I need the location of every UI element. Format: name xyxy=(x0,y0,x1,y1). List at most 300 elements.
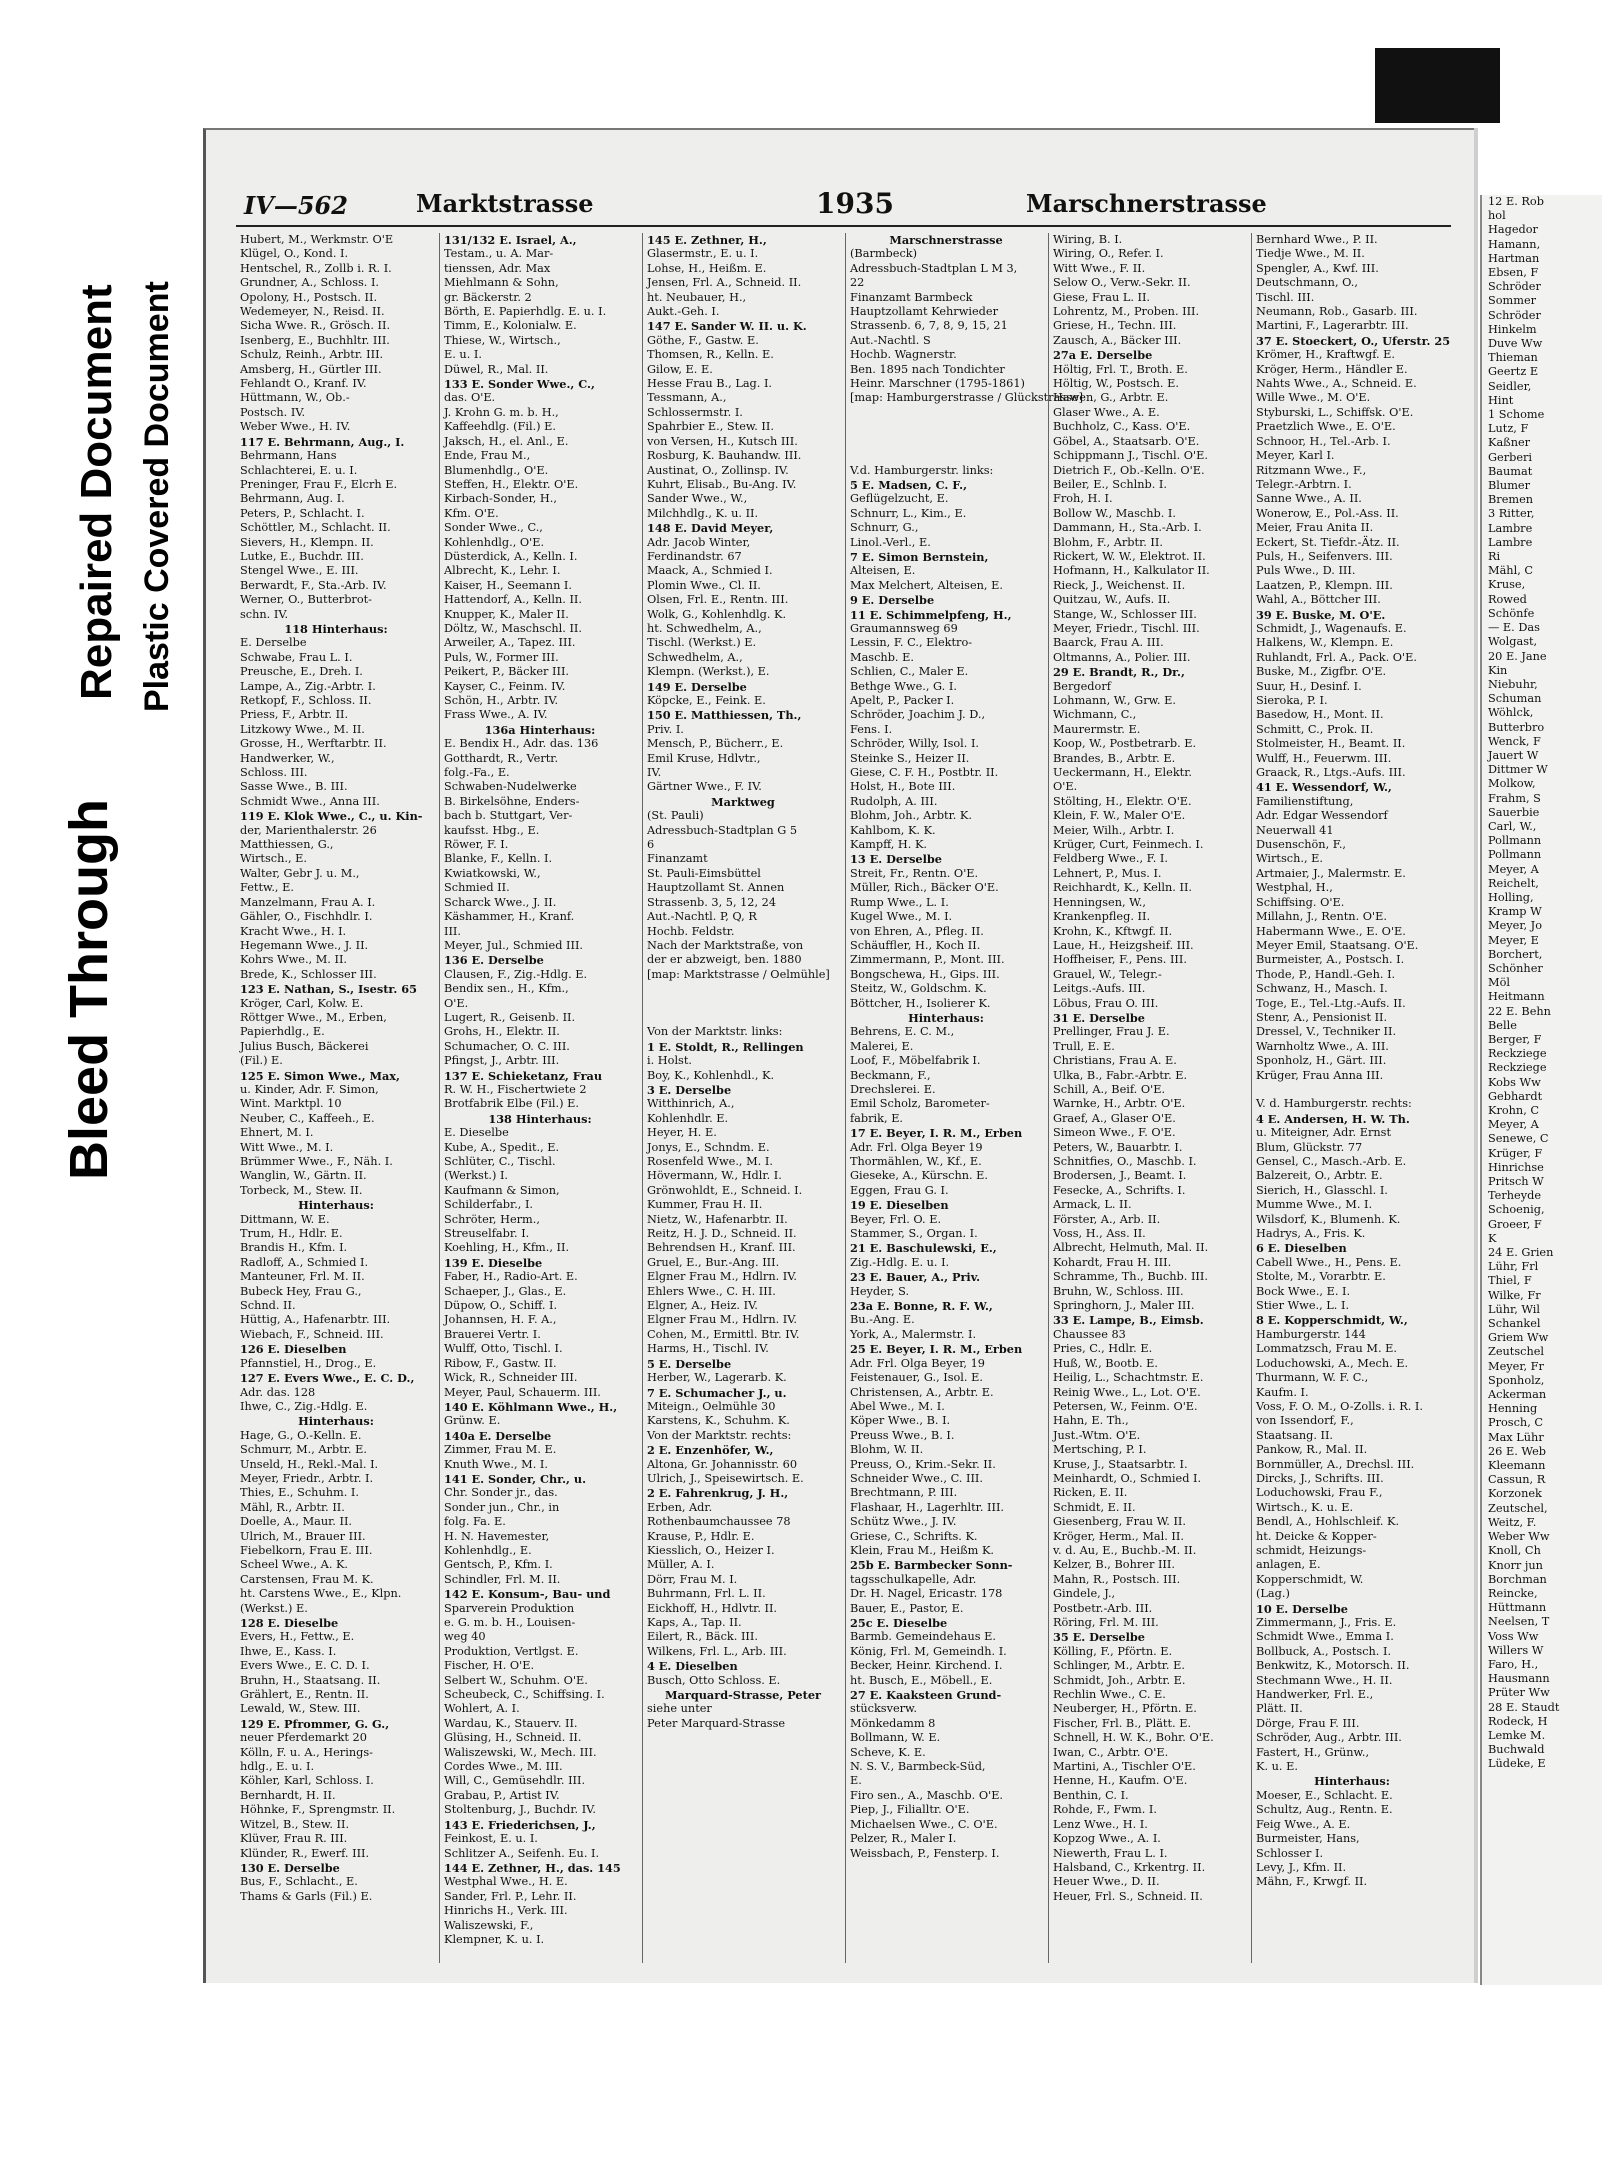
directory-entry: Milchhdlg., K. u. II. xyxy=(647,506,759,520)
directory-entry xyxy=(1252,1083,1448,1097)
adjacent-page-entry: Frahm, S xyxy=(1488,791,1541,805)
directory-entry xyxy=(643,982,839,996)
directory-entry: Giese, C. F. H., Postbtr. II. xyxy=(850,766,999,780)
directory-entry: Bu.-Ang. E. xyxy=(850,1313,915,1327)
directory-entry: Albrecht, K., Lehr. I. xyxy=(444,564,561,578)
directory-entry: Lutke, E., Buchdr. III. xyxy=(240,549,364,563)
directory-entry: Evers Wwe., E. C. D. I. xyxy=(240,1659,370,1673)
directory-entry: Dammann, H., Sta.-Arb. I. xyxy=(1053,521,1202,535)
directory-entry: Sasse Wwe., B. III. xyxy=(240,780,348,794)
adjacent-page-entry: Senewe, C xyxy=(1488,1132,1549,1146)
directory-entry: Feldberg Wwe., F. I. xyxy=(1053,852,1168,866)
adjacent-page-entry: Hausmann xyxy=(1488,1672,1550,1686)
directory-entry: Steitz, W., Goldschm. K. xyxy=(850,982,987,996)
directory-entry: König, Frl. M, Gemeindh. I. xyxy=(850,1644,1007,1658)
directory-entry: weg 40 xyxy=(444,1630,486,1644)
directory-entry: Malerei, E. xyxy=(850,1039,914,1053)
directory-entry: Höltig, Frl. T., Broth. E. xyxy=(1053,362,1188,376)
directory-entry: Meyer, Jul., Schmied III. xyxy=(444,938,584,952)
directory-entry: Röring, Frl. M. III. xyxy=(1053,1616,1159,1629)
adjacent-page-entry: Mähl, C xyxy=(1488,564,1534,578)
directory-entry: Bruhn, W., Schloss. III. xyxy=(1053,1284,1184,1298)
directory-entry: Kaufmann & Simon, xyxy=(444,1183,560,1197)
directory-entry: Trum, H., Hdlr. E. xyxy=(240,1227,343,1241)
directory-entry: Walter, Gebr J. u. M., xyxy=(240,866,360,880)
directory-entry: Puls, W., Former III. xyxy=(444,650,559,664)
directory-entry: Dörr, Frau M. I. xyxy=(647,1572,738,1586)
directory-entry: tagsschulkapelle, Adr. xyxy=(850,1572,977,1586)
adjacent-page-entry: Blumer xyxy=(1488,479,1530,493)
directory-entry: Halkens, W., Klempn. E. xyxy=(1256,636,1394,650)
adjacent-page-entry: Schröder xyxy=(1488,308,1541,322)
directory-entry: Faber, H., Radio-Art. E. xyxy=(444,1270,578,1284)
directory-entry: Styburski, L., Schiffsk. O'E. xyxy=(1256,405,1414,419)
directory-entry: Heinr. Marschner (1795-1861) xyxy=(850,377,1025,391)
directory-entry: Schmied II. xyxy=(444,881,510,895)
directory-entry: Kohlenhdlg., O'E. xyxy=(444,535,545,549)
directory-entry: Schilderfabr., I. xyxy=(444,1198,534,1212)
directory-entry: Millahn, J., Rentn. O'E. xyxy=(1256,910,1387,924)
directory-entry: 117 E. Behrmann, Aug., I. xyxy=(240,434,405,449)
directory-entry: Tessmann, A., xyxy=(647,391,727,405)
directory-entry: Adressbuch-Stadtplan G 5 xyxy=(647,823,798,837)
directory-entry: Froh, H. I. xyxy=(1053,492,1113,506)
directory-entry: Witthinrich, A., xyxy=(647,1097,735,1111)
directory-entry: Gärtner Wwe., F. IV. xyxy=(647,780,762,794)
directory-entry: Bollmann, W. E. xyxy=(850,1731,941,1745)
directory-entry: Schlüter, C., Tischl. xyxy=(444,1155,556,1168)
directory-entry: Hattendorf, A., Kelln. II. xyxy=(444,593,582,607)
directory-entry: Peters, P., Schlacht. I. xyxy=(240,506,365,520)
directory-entry: Schmidt, J., Wagenaufs. E. xyxy=(1256,621,1407,635)
directory-entry: Schröder, Joachim J. D., xyxy=(850,708,986,722)
directory-entry: 9 E. Derselbe xyxy=(850,593,935,608)
directory-entry: Nach der Marktstraße, von xyxy=(647,938,804,952)
directory-entry: Zimmermann, J., Fris. E. xyxy=(1256,1616,1397,1629)
directory-entry: Wanglin, W., Gärtn. II. xyxy=(240,1169,367,1183)
directory-entry: stücksverw. xyxy=(850,1702,917,1716)
directory-entry: Schnurr, G., xyxy=(850,521,919,535)
adjacent-page-entry: Wilke, Fr xyxy=(1488,1288,1541,1302)
directory-entry: Hubert, M., Werkmstr. O'E xyxy=(240,233,394,246)
directory-entry: Preninger, Frau F., Elcrh E. xyxy=(240,477,398,491)
directory-entry: Manzelmann, Frau A. I. xyxy=(240,895,376,909)
directory-entry: Gieseke, A., Kürschn. E. xyxy=(850,1169,989,1183)
directory-entry: Lugert, R., Geisenb. II. xyxy=(444,1010,576,1024)
directory-entry: Lohse, H., Heißm. E. xyxy=(647,261,767,275)
directory-entry: N. S. V., Barmbeck-Süd, xyxy=(850,1760,986,1774)
directory-column-2 xyxy=(439,233,636,1963)
directory-entry: Adr. Frl. Olga Beyer, 19 xyxy=(850,1356,985,1370)
directory-entry: Wilkens, Frl. L., Arb. III. xyxy=(647,1644,787,1658)
directory-entry: Stengel Wwe., E. III. xyxy=(240,564,359,578)
directory-entry: 13 E. Derselbe xyxy=(850,852,942,867)
adjacent-page-entry: Buchwald xyxy=(1488,1743,1545,1757)
directory-entry: Koop, W., Postbetrarb. E. xyxy=(1053,737,1197,751)
directory-entry: Gilow, E. E. xyxy=(647,362,713,376)
directory-entry: Alteisen, E. xyxy=(850,564,916,578)
adjacent-page-entry: Hinkelm xyxy=(1488,322,1537,336)
adjacent-page-entry: Möl xyxy=(1488,976,1510,990)
adjacent-page-entry: Borchert, xyxy=(1488,947,1543,961)
directory-entry: Ben. 1895 nach Tondichter xyxy=(850,362,1005,376)
directory-entry: Wick, R., Schneider III. xyxy=(444,1371,578,1385)
adjacent-page-entry: Pollmann xyxy=(1488,834,1542,848)
adjacent-page-entry: Reckziege xyxy=(1488,1047,1547,1061)
scan-dark-edge xyxy=(1375,48,1500,123)
directory-entry: Witt Wwe., M. I. xyxy=(240,1140,334,1154)
directory-entry: Wiring, B. I. xyxy=(1053,233,1123,246)
adjacent-page-entry: Borchman xyxy=(1488,1572,1547,1586)
directory-entry: Griese, C., Schrifts. K. xyxy=(850,1529,978,1543)
directory-entry: Fischer, Frl. B., Plätt. E. xyxy=(1053,1716,1192,1730)
directory-entry: Pfannstiel, H., Drog., E. xyxy=(240,1356,377,1370)
directory-entry: Praetzlich Wwe., E. O'E. xyxy=(1256,420,1396,434)
directory-entry: Hentschel, R., Zollb i. R. I. xyxy=(240,261,392,275)
directory-entry: Jensen, Frl. A., Schneid. II. xyxy=(647,276,802,290)
adjacent-page-entry: Weitz, F. xyxy=(1488,1515,1537,1529)
directory-entry: Zimmer, Frau M. E. xyxy=(444,1443,557,1457)
directory-entry: Telegr.-Arbtrn. I. xyxy=(1256,477,1352,491)
directory-entry: Suur, H., Desinf. I. xyxy=(1256,679,1362,693)
directory-entry: 29 E. Brandt, R., Dr., xyxy=(1053,665,1185,680)
directory-entry: Armack, L. II. xyxy=(1053,1198,1132,1212)
directory-entry: Schwabe, Frau L. I. xyxy=(240,650,353,664)
directory-entry: O'E. xyxy=(444,996,469,1010)
directory-entry: Blohm, F., Arbtr. II. xyxy=(1053,535,1163,549)
directory-entry: fabrik, E. xyxy=(850,1111,904,1125)
directory-entry: Albrecht, Helmuth, Mal. II. xyxy=(1053,1241,1209,1255)
directory-entry: Kwiatkowski, W., xyxy=(444,866,541,880)
directory-entry: Blohm, Joh., Arbtr. K. xyxy=(850,809,972,823)
directory-entry: Hegemann Wwe., J. II. xyxy=(240,938,369,952)
directory-entry: Käshammer, H., Kranf. xyxy=(444,910,575,924)
adjacent-page-entry: Hartman xyxy=(1488,251,1540,265)
directory-entry: Wonerow, E., Pol.-Ass. II. xyxy=(1256,506,1399,520)
directory-entry: Schlachterei, E. u. I. xyxy=(240,463,358,477)
directory-entry: Loduchowski, Frau F., xyxy=(1256,1486,1383,1500)
directory-entry: E. Dieselbe xyxy=(444,1126,509,1140)
directory-entry: folg.-Fa., E. xyxy=(444,766,510,780)
page-content xyxy=(236,185,1451,1965)
directory-entry: (St. Pauli) xyxy=(647,809,704,823)
directory-entry: Mumme Wwe., M. I. xyxy=(1256,1198,1373,1212)
directory-entry: Westphal, H., xyxy=(1256,881,1333,895)
directory-entry: Piep, J., Filialltr. O'E. xyxy=(850,1803,970,1817)
directory-entry: Scheel Wwe., A. K. xyxy=(240,1558,349,1572)
directory-entry: Kruse, J., Staatsarbtr. I. xyxy=(1053,1457,1188,1471)
directory-entry: Herber, W., Lagerarb. K. xyxy=(647,1371,787,1385)
directory-entry: Opolony, H., Postsch. II. xyxy=(240,290,378,304)
directory-entry: Krause, P., Hdlr. E. xyxy=(647,1529,755,1543)
directory-entry: Pries, C., Hdlr. E. xyxy=(1053,1342,1153,1356)
adjacent-page-entry: Ri xyxy=(1488,550,1501,564)
directory-entry: Schmidt Wwe., Anna III. xyxy=(240,794,380,808)
directory-entry: 147 E. Sander W. II. u. K. xyxy=(647,319,807,334)
directory-entry: Grundner, A., Schloss. I. xyxy=(240,276,380,290)
directory-entry: Burmeister, Hans, xyxy=(1256,1832,1360,1846)
directory-entry: Abel Wwe., M. I. xyxy=(850,1399,945,1413)
directory-entry: 23 E. Bauer, A., Priv. xyxy=(850,1270,981,1285)
directory-entry: Gotthardt, R., Vertr. xyxy=(444,751,559,765)
directory-entry: Wohlert, A. I. xyxy=(444,1702,520,1716)
directory-entry: B. Birkelsöhne, Enders- xyxy=(444,794,580,808)
directory-entry: Flashaar, H., Lagerhltr. III. xyxy=(850,1500,1004,1514)
directory-entry: Peikert, P., Bäcker III. xyxy=(444,665,569,679)
directory-entry: Göthe, F., Gastw. E. xyxy=(647,333,759,347)
directory-entry: Grosse, H., Werftarbtr. II. xyxy=(240,737,387,751)
directory-entry: Sander, Frl. P., Lehr. II. xyxy=(444,1889,577,1903)
directory-entry: Adr. Edgar Wessendorf xyxy=(1256,809,1388,823)
side-label-bleed-through: Bleed Through xyxy=(59,799,119,1180)
directory-entry: Wille Wwe., M. O'E. xyxy=(1256,391,1371,405)
directory-entry: Weissbach, P., Fensterp. I. xyxy=(850,1846,1000,1860)
page-number: IV—562 xyxy=(244,191,348,220)
directory-entry: Eckert, St. Tiefdr.-Ätz. II. xyxy=(1256,535,1400,549)
directory-entry: Düwel, R., Mal. II. xyxy=(444,362,549,376)
directory-entry: Plomin Wwe., Cl. II. xyxy=(647,578,761,592)
directory-entry: Werner, O., Butterbrot- xyxy=(240,593,372,607)
directory-entry: Mähl, R., Arbtr. II. xyxy=(240,1500,345,1514)
directory-entry: Brodersen, J., Beamt. I. xyxy=(1053,1169,1187,1183)
directory-entry: Amsberg, H., Gürtler III. xyxy=(240,362,382,376)
directory-entry: von Issendorf, F., xyxy=(1256,1414,1354,1428)
adjacent-page-entry: Wöhlck, xyxy=(1488,706,1534,720)
adjacent-page-entry: Wolgast, xyxy=(1488,635,1538,649)
directory-entry: Kohlenhdlg., E. xyxy=(444,1543,532,1557)
directory-entry: Peters, W., Bauarbtr. I. xyxy=(1053,1140,1183,1154)
directory-entry: Schulz, Reinh., Arbtr. III. xyxy=(240,348,384,362)
directory-entry: Niewerth, Frau L. I. xyxy=(1053,1846,1168,1860)
directory-entry: Kröger, Carl, Kolw. E. xyxy=(240,996,364,1010)
directory-entry: Klügel, O., Kond. I. xyxy=(240,247,349,261)
directory-entry: Hesse Frau B., Lag. I. xyxy=(647,377,773,391)
directory-entry: [map: Marktstrasse / Oelmühle] xyxy=(647,967,830,981)
directory-entry: Meyer, Friedr., Tischl. III. xyxy=(1053,621,1200,635)
directory-entry: 39 E. Buske, M. O'E. xyxy=(1256,607,1386,622)
directory-entry: Glaser Wwe., A. E. xyxy=(1053,405,1160,419)
adjacent-page-entry: Ebsen, F xyxy=(1488,266,1539,280)
directory-entry: K. u. E. xyxy=(1256,1760,1298,1774)
directory-entry: 129 E. Pfrommer, G. G., xyxy=(240,1716,390,1731)
directory-entry: Schmidt, Joh., Arbtr. E. xyxy=(1053,1673,1186,1687)
adjacent-page-entry: Groeer, F xyxy=(1488,1217,1542,1231)
page-header xyxy=(236,185,1451,227)
directory-entry: Nahts Wwe., A., Schneid. E. xyxy=(1256,377,1417,391)
directory-entry: Aut.-Nachtl. P, Q, R xyxy=(647,910,757,924)
directory-entry: Beiler, E., Schlnb. I. xyxy=(1053,477,1167,491)
directory-entry: Neuerwall 41 xyxy=(1256,823,1334,837)
directory-entry: Litzkowy Wwe., M. II. xyxy=(240,722,365,736)
directory-entry: Thiese, W., Wirtsch., xyxy=(444,333,561,347)
directory-entry: Toge, E., Tel.-Ltg.-Aufs. II. xyxy=(1256,996,1406,1010)
adjacent-page-entry: Sommer xyxy=(1488,294,1537,308)
directory-entry: Feistenauer, G., Isol. E. xyxy=(850,1371,983,1385)
directory-entry: Kiesslich, O., Heizer I. xyxy=(647,1543,775,1557)
directory-entry: Schindler, Frl. M. II. xyxy=(444,1572,561,1586)
adjacent-page-entry: Berger, F xyxy=(1488,1032,1542,1046)
directory-entry: 2 E. Enzenhöfer, W., xyxy=(647,1443,774,1458)
directory-entry: Rechlin Wwe., C. E. xyxy=(1053,1688,1166,1702)
directory-entry: Adressbuch-Stadtplan L M 3, xyxy=(850,261,1018,275)
directory-entry: Sander Wwe., W., xyxy=(647,492,748,506)
directory-entry: Puls, H., Seifenvers. III. xyxy=(1256,549,1393,563)
directory-entry: E. Bendix H., Adr. das. 136 xyxy=(444,737,599,751)
directory-entry xyxy=(846,449,1042,463)
directory-entry: Buhrmann, Frl. L. II. xyxy=(647,1587,766,1601)
adjacent-page-entry: 26 E. Web xyxy=(1488,1444,1547,1458)
directory-entry: Lenz Wwe., H. I. xyxy=(1053,1817,1148,1831)
directory-entry: 4 E. Andersen, H. W. Th. xyxy=(1256,1111,1410,1126)
adjacent-page-entry: Lühr, Frl xyxy=(1488,1260,1539,1274)
directory-entry: Feig Wwe., A. E. xyxy=(1256,1817,1351,1831)
directory-entry: Bethge Wwe., G. I. xyxy=(850,679,957,693)
directory-entry: 127 E. Evers Wwe., E. C. D., xyxy=(240,1371,415,1386)
directory-entry: Becker, Heinr. Kirchend. I. xyxy=(850,1659,1003,1673)
directory-entry: Fehlandt O., Kranf. IV. xyxy=(240,377,367,391)
directory-entry: Nietz, W., Hafenarbtr. II. xyxy=(647,1212,788,1226)
directory-entry: 140 E. Köhlmann Wwe., H., xyxy=(444,1399,618,1414)
directory-entry: Habermann Wwe., E. O'E. xyxy=(1256,924,1406,938)
directory-entry: Christians, Frau A. E. xyxy=(1053,1054,1177,1068)
directory-entry: Mönkedamm 8 xyxy=(850,1716,936,1730)
directory-entry: 7 E. Simon Bernstein, xyxy=(850,549,989,564)
directory-entry: Unseld, H., Rekl.-Mal. I. xyxy=(240,1457,379,1471)
directory-entry: Artmaier, J., Malermstr. E. xyxy=(1256,866,1406,880)
directory-entry: Fischer, H. O'E. xyxy=(444,1659,535,1673)
directory-entry: Maack, A., Schmied I. xyxy=(647,564,773,578)
adjacent-page-entry: Hagedor xyxy=(1488,223,1538,237)
directory-entry: Klempner, K. u. I. xyxy=(444,1932,545,1946)
adjacent-page-entry: Reckziege xyxy=(1488,1061,1547,1075)
directory-entry: gr. Bäckerstr. 2 xyxy=(444,290,532,304)
directory-entry: Trull, E. E. xyxy=(1053,1039,1115,1053)
directory-entry: Meyer Emil, Staatsang. O'E. xyxy=(1256,938,1419,952)
directory-entry: Behrmann, Hans xyxy=(240,449,337,463)
directory-entry: Schröder, Aug., Arbtr. III. xyxy=(1256,1731,1402,1745)
directory-entry: Bubeck Hey, Frau G., xyxy=(240,1284,362,1298)
directory-entry: Börth, E. Papierhdlg. E. u. I. xyxy=(444,305,607,319)
directory-entry: schn. IV. xyxy=(240,607,289,621)
directory-entry: Eggen, Frau G. I. xyxy=(850,1183,949,1197)
adjacent-page-entry: Lühr, Wil xyxy=(1488,1302,1541,1316)
directory-entry: Karstens, K., Schuhm. K. xyxy=(647,1414,790,1428)
directory-entry: Schütz Wwe., J. IV. xyxy=(850,1515,957,1529)
directory-entry: Loduchowski, A., Mech. E. xyxy=(1256,1356,1409,1370)
directory-entry: Neumann, Rob., Gasarb. III. xyxy=(1256,305,1418,319)
directory-entry: Kopperschmidt, W. xyxy=(1256,1572,1364,1586)
directory-entry: Kohrs Wwe., M. II. xyxy=(240,953,348,967)
directory-entry: Kaufm. I. xyxy=(1256,1385,1309,1399)
directory-entry: Kube, A., Spedit., E. xyxy=(444,1140,560,1154)
directory-entry: Elgner Frau M., Hdlrn. IV. xyxy=(647,1313,798,1327)
directory-entry: Behrmann, Aug. I. xyxy=(240,492,345,506)
directory-entry: Chaussee 83 xyxy=(1053,1327,1126,1341)
directory-entry: Ritzmann Wwe., F., xyxy=(1256,463,1367,477)
directory-entry: 140a E. Derselbe xyxy=(444,1428,552,1443)
directory-entry: Bongschewa, H., Gips. III. xyxy=(850,967,1000,981)
directory-entry: Thams & Garls (Fil.) E. xyxy=(240,1889,373,1903)
directory-entry: Schlosser I. xyxy=(1256,1846,1324,1860)
adjacent-page-entry: Ackerman xyxy=(1488,1388,1547,1402)
directory-entry: Sierich, H., Glasschl. I. xyxy=(1256,1183,1388,1197)
directory-entry: Dressel, V., Techniker II. xyxy=(1256,1025,1397,1039)
adjacent-page-entry: Griem Ww xyxy=(1488,1331,1549,1345)
directory-entry: H. N. Havemester, xyxy=(444,1529,550,1543)
directory-entry: anlagen, E. xyxy=(1256,1558,1321,1572)
directory-entry: Strassenb. 6, 7, 8, 9, 15, 21 xyxy=(850,319,1008,333)
street-heading-left: Marktstrasse xyxy=(416,189,594,218)
directory-entry: Klempn. (Werkst.), E. xyxy=(647,665,770,679)
directory-entry: Kohlenhdlr. E. xyxy=(647,1111,729,1125)
directory-entry: Hinrichs H., Verk. III. xyxy=(444,1904,568,1918)
directory-entry: Ihwe, E., Kass. I. xyxy=(240,1644,337,1658)
directory-entry: Schnitfies, O., Maschb. I. xyxy=(1053,1155,1197,1168)
directory-entry: 3 E. Derselbe xyxy=(647,1082,732,1097)
directory-entry: Rump Wwe., L. I. xyxy=(850,895,949,909)
directory-entry: Hauptzollamt Kehrwieder xyxy=(850,305,998,319)
directory-entry: 128 E. Dieselbe xyxy=(240,1616,339,1630)
directory-entry: Von der Marktstr. rechts: xyxy=(647,1428,792,1442)
adjacent-page-entry: 1 Schome xyxy=(1488,408,1545,422)
directory-entry: Priess, F., Arbtr. II. xyxy=(240,708,349,722)
directory-entry: Hauptzollamt St. Annen xyxy=(647,881,785,895)
directory-entry: Arweiler, A., Tapez. III. xyxy=(444,636,576,650)
directory-entry: 4 E. Dieselben xyxy=(647,1659,738,1674)
directory-entry: Von der Marktstr. links: xyxy=(647,1025,783,1039)
directory-entry: Graef, A., Glaser O'E. xyxy=(1053,1111,1176,1125)
adjacent-page-entry: Kramp W xyxy=(1488,905,1542,919)
directory-entry: 142 E. Konsum-, Bau- und xyxy=(444,1587,611,1602)
directory-entry: Schnurr, L., Kim., E. xyxy=(850,506,967,520)
adjacent-page-entry: 22 E. Behn xyxy=(1488,1004,1551,1018)
directory-entry: 5 E. Derselbe xyxy=(647,1356,732,1371)
directory-entry: Hüttmann, W., Ob.- xyxy=(240,391,350,405)
directory-entry: Kröger, Herm., Händler E. xyxy=(1256,362,1408,376)
directory-entry: (Fil.) E. xyxy=(240,1054,283,1068)
directory-entry: Kaps, A., Tap. II. xyxy=(647,1616,742,1629)
directory-entry: Behrens, E. C. M., xyxy=(850,1025,955,1039)
directory-entry: Schultz, Aug., Rentn. E. xyxy=(1256,1803,1393,1817)
directory-entry: 25c E. Dieselbe xyxy=(850,1616,948,1630)
directory-entry: Kampff, H. K. xyxy=(850,838,927,852)
directory-entry: Emil Kruse, Hdlvtr., xyxy=(647,751,761,765)
directory-entry: Olsen, Frl. E., Rentn. III. xyxy=(647,593,789,607)
directory-entry: Schloss. III. xyxy=(240,766,308,780)
directory-entry: Hamburgerstr. 144 xyxy=(1256,1327,1366,1341)
directory-entry: Ehnert, M. I. xyxy=(240,1126,314,1140)
directory-entry: E. u. I. xyxy=(444,348,482,362)
directory-entry: Meyer, Friedr., Arbtr. I. xyxy=(240,1471,374,1485)
directory-entry: Blumenhdlg., O'E. xyxy=(444,463,549,477)
directory-entry: Bornmüller, A., Drechsl. III. xyxy=(1256,1457,1415,1471)
directory-entry: Meier, Wilh., Arbtr. I. xyxy=(1053,823,1175,837)
directory-entry: Sicha Wwe. R., Grösch. II. xyxy=(240,319,391,333)
directory-entry: Kahlbom, K. K. xyxy=(850,823,936,837)
directory-entry: Müller, Rich., Bäcker O'E. xyxy=(850,881,999,895)
directory-entry: Klein, F. W., Maler O'E. xyxy=(1053,809,1186,823)
directory-entry: 149 E. Derselbe xyxy=(647,679,747,694)
directory-entry: Wardau, K., Stauerv. II. xyxy=(444,1716,578,1730)
directory-entry: Holst, H., Bote III. xyxy=(850,780,956,794)
directory-entry: Hage, G., O.-Kelln. E. xyxy=(240,1428,362,1442)
directory-entry: Brechtmann, P. III. xyxy=(850,1486,958,1500)
directory-entry: 23a E. Bonne, R. F. W., xyxy=(850,1299,993,1314)
directory-entry: Grönwohldt, E., Schneid. I. xyxy=(647,1183,803,1197)
directory-entry: 150 E. Matthiessen, Th., xyxy=(647,708,802,723)
directory-entry: Stammer, S., Organ. I. xyxy=(850,1227,978,1241)
directory-entry: Testam., u. A. Mar- xyxy=(444,247,554,261)
